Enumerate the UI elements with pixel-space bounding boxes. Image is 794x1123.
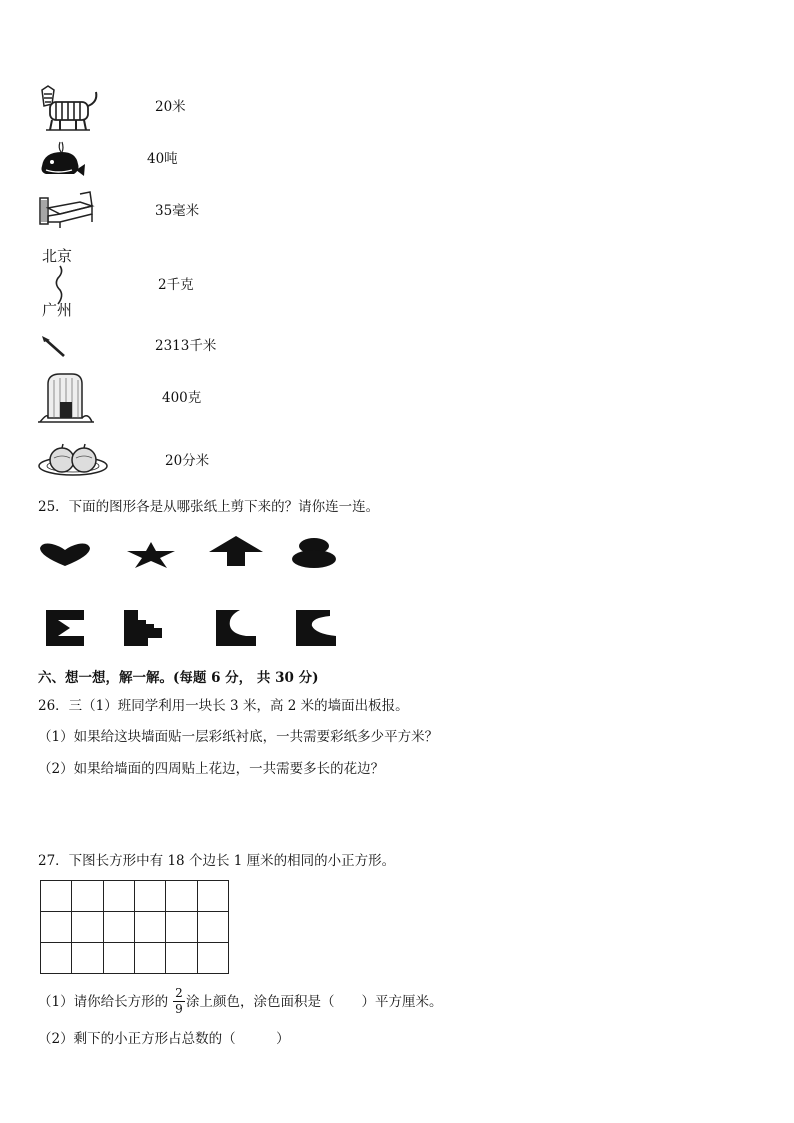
q26-text: 26．三（1）班同学利用一块长 3 米，高 2 米的墙面出板报。 xyxy=(38,698,409,714)
grid-cell[interactable] xyxy=(197,912,228,943)
grid-cell[interactable] xyxy=(41,881,72,912)
whale-icon xyxy=(38,140,86,180)
fraction-numerator: 2 xyxy=(175,986,183,1000)
grid-cell[interactable] xyxy=(197,943,228,974)
fraction-two-ninths xyxy=(173,987,185,1016)
match-value-6: 400克 xyxy=(162,390,202,406)
paper-cut-3 xyxy=(216,610,256,646)
grid-cell[interactable] xyxy=(72,912,103,943)
grid-cell[interactable] xyxy=(166,912,197,943)
apple-plate-icon xyxy=(38,440,108,476)
match-value-4: 2千克 xyxy=(158,277,194,293)
match-value-5: 2313千米 xyxy=(155,338,217,354)
grid-cell[interactable] xyxy=(41,943,72,974)
grid-cell[interactable] xyxy=(134,881,165,912)
grid-row xyxy=(41,943,229,974)
fraction-denominator: 9 xyxy=(175,1002,183,1016)
grid-cell[interactable] xyxy=(197,881,228,912)
q27-sub1-before: （1）请你给长方形的 xyxy=(38,994,169,1010)
paper-cut-2 xyxy=(124,610,162,646)
q27-sub1-after: 涂上颜色，涂色面积是（ ）平方厘米。 xyxy=(186,994,443,1010)
beijing-guangzhou-map-icon xyxy=(40,248,84,320)
q27-text: 27．下图长方形中有 18 个边长 1 厘米的相同的小正方形。 xyxy=(38,853,396,869)
map-label-beijing: 北京 xyxy=(42,247,73,265)
paper-cut-4 xyxy=(296,610,336,646)
grid-cell[interactable] xyxy=(72,943,103,974)
heart-shape xyxy=(40,542,90,566)
match-value-2: 40吨 xyxy=(147,151,178,167)
grid-cell[interactable] xyxy=(103,881,134,912)
nail-icon xyxy=(40,334,68,360)
paper-cut-1 xyxy=(46,610,84,646)
bed-icon xyxy=(38,188,94,230)
q27-grid xyxy=(40,880,229,974)
grid-cell[interactable] xyxy=(103,943,134,974)
map-label-guangzhou: 广州 xyxy=(42,301,73,319)
q26-sub2: （2）如果给墙面的四周贴上花边，一共需要多长的花边？ xyxy=(38,761,385,777)
match-value-7: 20分米 xyxy=(165,453,210,469)
grid-cell[interactable] xyxy=(166,943,197,974)
grid-cell[interactable] xyxy=(166,881,197,912)
grid-cell[interactable] xyxy=(134,943,165,974)
q27-sub2: （2）剩下的小正方形占总数的（ ） xyxy=(38,1031,290,1047)
grid-cell[interactable] xyxy=(103,912,134,943)
grid-cell[interactable] xyxy=(134,912,165,943)
q26-sub1: （1）如果给这块墙面贴一层彩纸衬底，一共需要彩纸多少平方米？ xyxy=(38,729,439,745)
building-icon xyxy=(38,372,94,424)
star-shape xyxy=(127,542,175,568)
grid-cell[interactable] xyxy=(72,881,103,912)
section-6-title: 六、想一想，解一解。(每题 6 分， 共 30 分) xyxy=(38,670,319,686)
grid-row xyxy=(41,912,229,943)
match-value-3: 35毫米 xyxy=(155,203,200,219)
q25-text: 25．下面的图形各是从哪张纸上剪下来的？请你连一连。 xyxy=(38,499,380,515)
arrow-shape xyxy=(209,536,263,566)
match-value-1: 20米 xyxy=(155,99,186,115)
grid-cell[interactable] xyxy=(41,912,72,943)
grid-row xyxy=(41,881,229,912)
figure-eight-shape xyxy=(292,538,336,568)
tiger-icon xyxy=(38,84,102,134)
